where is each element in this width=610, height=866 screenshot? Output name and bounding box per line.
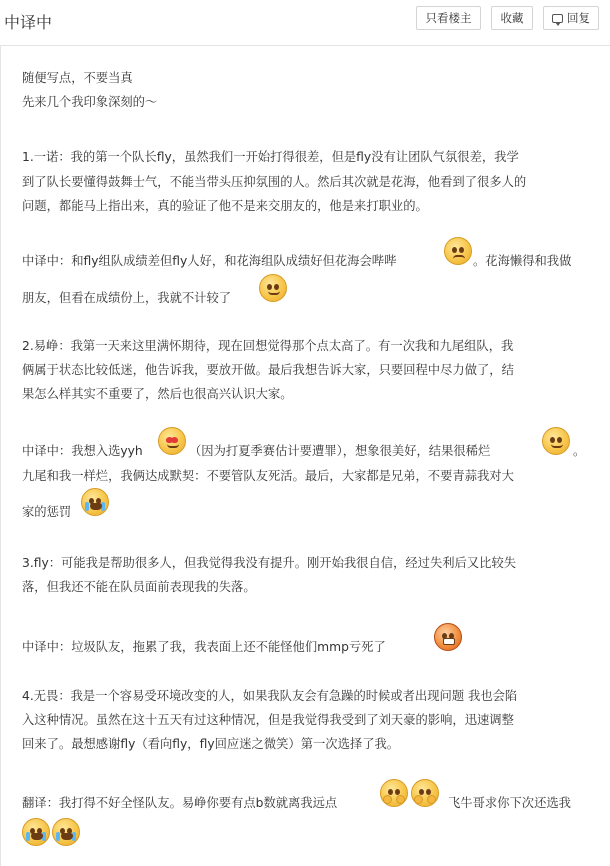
post-text: 。花海懒得和我做 [473, 254, 572, 268]
reply-button[interactable] [543, 6, 599, 30]
post-text: 先来几个我印象深刻的～ [22, 95, 158, 109]
post-text: 中译中：我想入选yyh [22, 444, 143, 458]
post-text: 问题，都能马上指出来，真的验证了他不是来交朋友的，他是来打职业的。 [22, 199, 428, 213]
post-text: 4.无畏：我是一个容易受环境改变的人，如果我队友会有急躁的时候或者出现问题 我也会陷 [22, 689, 518, 703]
post-text: 3.fly：可能我是帮助很多人，但我觉得我没有提升。刚开始我很自信，经过失利后又比较失 [22, 556, 517, 570]
thread-header [0, 0, 610, 46]
post-text: 九尾和我一样烂，我俩达成默契：不要管队友死活。最后，大家都是兄弟，不要青蒜我对大 [22, 469, 514, 483]
reply-label: 回复 [567, 11, 590, 25]
post-text: 中译中：和fly组队成绩差但fly人好，和花海组队成绩好但花海会哔哔 [22, 254, 397, 268]
post-text: 入这种情况。虽然在这十五天有过这种情况，但是我觉得我受到了刘天豪的影响，迅速调整 [22, 713, 514, 727]
post-text: 中译中：垃圾队友，拖累了我，我表面上还不能怪他们mmp亏死了 [22, 640, 386, 654]
crying-emoji-icon [52, 818, 80, 846]
post-text: 朋友，但看在成绩份上，我就不计较了 [22, 291, 232, 305]
post-text: 2.易峥：我第一天来这里满怀期待，现在回想觉得那个点太高了。有一次我和九尾组队，我 [22, 339, 514, 353]
face-cover-emoji-icon [380, 779, 408, 807]
post-text: 俩属于状态比较低迷，他告诉我，要放开做。最后我想告诉大家，只要回程中尽力做了，结 [22, 363, 514, 377]
reply-icon [552, 14, 563, 23]
heart-eyes-emoji-icon [158, 427, 186, 455]
frown-emoji-icon [444, 237, 472, 265]
post-content [0, 46, 610, 866]
post-text: 到了队长要懂得鼓舞士气，不能当带头压抑氛围的人。然后其次就是花海，他看到了很多人的 [22, 175, 527, 189]
post-text: 。 [573, 444, 586, 458]
thinking-emoji-icon [542, 427, 570, 455]
post-text: 随便写点，不要当真 [22, 71, 133, 85]
face-cover-emoji-icon [411, 779, 439, 807]
only-op-button[interactable]: 只看楼主 [416, 6, 481, 30]
post-text: 落，但我还不能在队员面前表现我的失落。 [22, 580, 256, 594]
post-text: 果怎么样其实不重要了，然后也很高兴认识大家。 [22, 387, 293, 401]
crying-emoji-icon [81, 488, 109, 516]
post-text: 家的惩罚 [22, 505, 72, 519]
thread-title: 中译中 [4, 13, 53, 32]
post-text: 回来了。最想感谢fly（看向fly，fly回应迷之微笑）第一次选择了我。 [22, 737, 400, 751]
post-text: 1.一诺：我的第一个队长fly，虽然我们一开始打得很差，但是fly没有让团队气氛很差，我学 [22, 150, 519, 164]
post-text: 翻译：我打得不好全怪队友。易峥你要有点b数就离我远点 [22, 796, 338, 810]
post-text: 飞牛哥求你下次还选我 [448, 796, 571, 810]
angry-emoji-icon [434, 623, 462, 651]
pleading-emoji-icon [259, 274, 287, 302]
post-text: （因为打夏季赛估计要遭罪），想象很美好，结果很稀烂 [189, 444, 491, 458]
header-actions [416, 6, 599, 30]
favorite-button[interactable]: 收藏 [491, 6, 533, 30]
crying-emoji-icon [22, 818, 50, 846]
